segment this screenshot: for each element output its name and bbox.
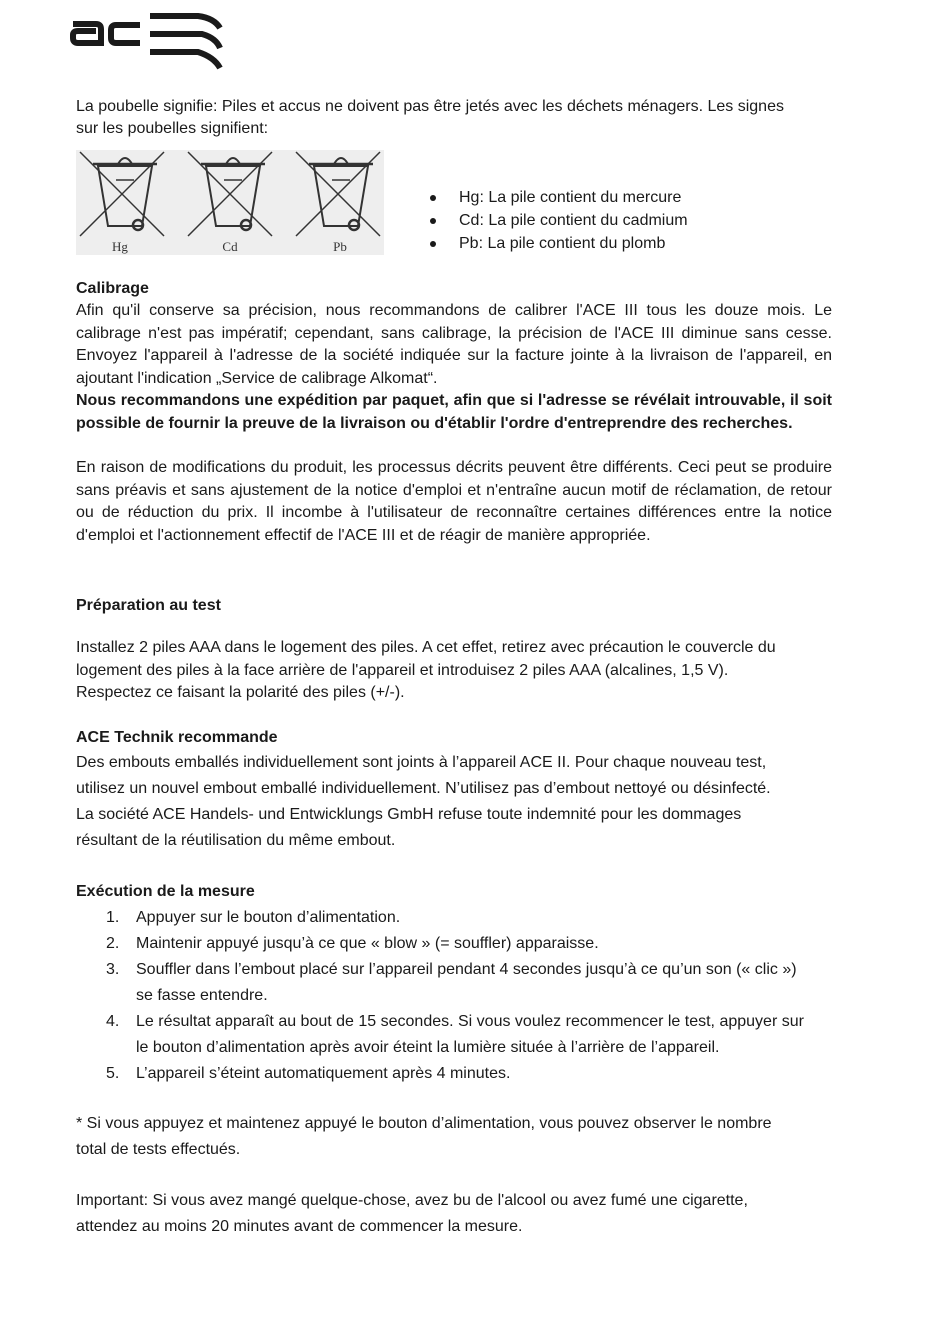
bin-pb-icon	[296, 152, 380, 236]
logo-letter-c	[111, 25, 140, 43]
list-item: Cd: La pile contient du cadmium	[428, 209, 688, 232]
intro-line-2: sur les poubelles signifient:	[76, 120, 269, 137]
calibrage-bold-paragraph: Nous recommandons une expédition par paquet, afin que si l'adresse se révélait introuvable, il soit possible de fournir la preuve de la livraison ou d'établir l'ordre d'entreprendre des recherches.	[76, 392, 832, 432]
execution-steps	[100, 905, 840, 1087]
note-line-2: total de tests effectués.	[76, 1141, 241, 1158]
bullet-dot-icon	[430, 241, 436, 247]
bin-label-hg: Hg	[112, 239, 128, 254]
preparation-line-3: Respectez ce faisant la polarité des piles (+/-).	[76, 684, 405, 701]
logo-bar-bottom	[150, 52, 220, 68]
step-item: 2. Maintenir appuyé jusqu’à ce que « blow » (= souffler) apparaisse.	[106, 935, 599, 952]
recommande-line-4: résultant de la réutilisation du même embout.	[76, 832, 396, 849]
note-line-1: * Si vous appuyez et maintenez appuyé le bouton d’alimentation, vous pouvez observer le nombre	[76, 1115, 772, 1132]
bin-label-cd: Cd	[222, 239, 238, 254]
ace-logo	[70, 10, 225, 72]
logo-bar-top	[150, 16, 220, 28]
important-line-1: Important: Si vous avez mangé quelque-chose, avez bu de l'alcool ou avez fumé une cigarette,	[76, 1192, 748, 1209]
step-item: 1. Appuyer sur le bouton d’alimentation.	[106, 909, 401, 926]
execution-heading: Exécution de la mesure	[76, 883, 255, 900]
bin-label-pb: Pb	[333, 239, 347, 254]
bin-cd-icon	[188, 152, 272, 236]
important-line-2: attendez au moins 20 minutes avant de commencer la mesure.	[76, 1218, 523, 1235]
preparation-heading: Préparation au test	[76, 597, 221, 614]
logo-bar-middle	[150, 34, 220, 48]
logo-letter-a	[73, 24, 101, 43]
intro-line-1: La poubelle signifie: Piles et accus ne doivent pas être jetés avec les déchets ménagers. Les signes	[76, 98, 784, 115]
list-item: Pb: La pile contient du plomb	[428, 232, 688, 255]
recommande-line-3: La société ACE Handels- und Entwicklungs GmbH refuse toute indemnité pour les dommages	[76, 806, 742, 823]
crossed-out-bins-image	[76, 150, 384, 255]
recommande-heading: ACE Technik recommande	[76, 729, 278, 746]
step-item: 4. Le résultat apparaît au bout de 15 secondes. Si vous voulez recommencer le test, appuyer sur le bouton d’alimentation après avoir éteint la lumière située à l’arrière de l’appareil.	[106, 1013, 804, 1056]
list-item: Hg: La pile contient du mercure	[428, 186, 688, 209]
preparation-line-2: logement des piles à la face arrière de l'appareil et introduisez 2 piles AAA (alcalines, 1,5 V).	[76, 662, 729, 679]
bullet-dot-icon	[430, 195, 436, 201]
step-item: 3. Souffler dans l’embout placé sur l’appareil pendant 4 secondes jusqu’à ce qu’un son (« clic ») se fasse entendre.	[106, 961, 797, 1004]
preparation-line-1: Installez 2 piles AAA dans le logement des piles. A cet effet, retirez avec précaution le couvercle du	[76, 639, 776, 656]
bin-hg-icon	[80, 152, 164, 236]
calibrage-heading: Calibrage	[76, 280, 149, 297]
recommande-line-1: Des embouts emballés individuellement sont joints à l’appareil ACE II. Pour chaque nouveau test,	[76, 754, 767, 771]
battery-symbol-list	[428, 186, 688, 255]
bullet-dot-icon	[430, 218, 436, 224]
recommande-line-2: utilisez un nouvel embout emballé individuellement. N’utilisez pas d’embout nettoyé ou désinfecté.	[76, 780, 771, 797]
modifications-paragraph: En raison de modifications du produit, les processus décrits peuvent être différents. Ceci peut se produire sans préavis et sans ajustement de la notice d'emploi et n'entraîne aucun motif de réclamation, de retour ou de réduction du prix. Il incombe à l'utilisateur de reconnaître certaines différences entre la notice d'emploi et l'actionnement effectif de l'ACE III et de réagir de manière appropriée.	[76, 459, 832, 544]
calibrage-paragraph: Afin qu'il conserve sa précision, nous recommandons de calibrer l'ACE III tous les douze mois. Le calibrage n'est pas impératif; cependant, sans calibrage, la précision de l'ACE III diminue sans cesse. Envoyez l'appareil à l'adresse de la société indiquée sur la facture jointe à la livraison de l'appareil, en ajoutant l'indication „Service de calibrage Alkomat“.	[76, 302, 832, 387]
step-item: 5. L’appareil s’éteint automatiquement après 4 minutes.	[106, 1065, 511, 1082]
